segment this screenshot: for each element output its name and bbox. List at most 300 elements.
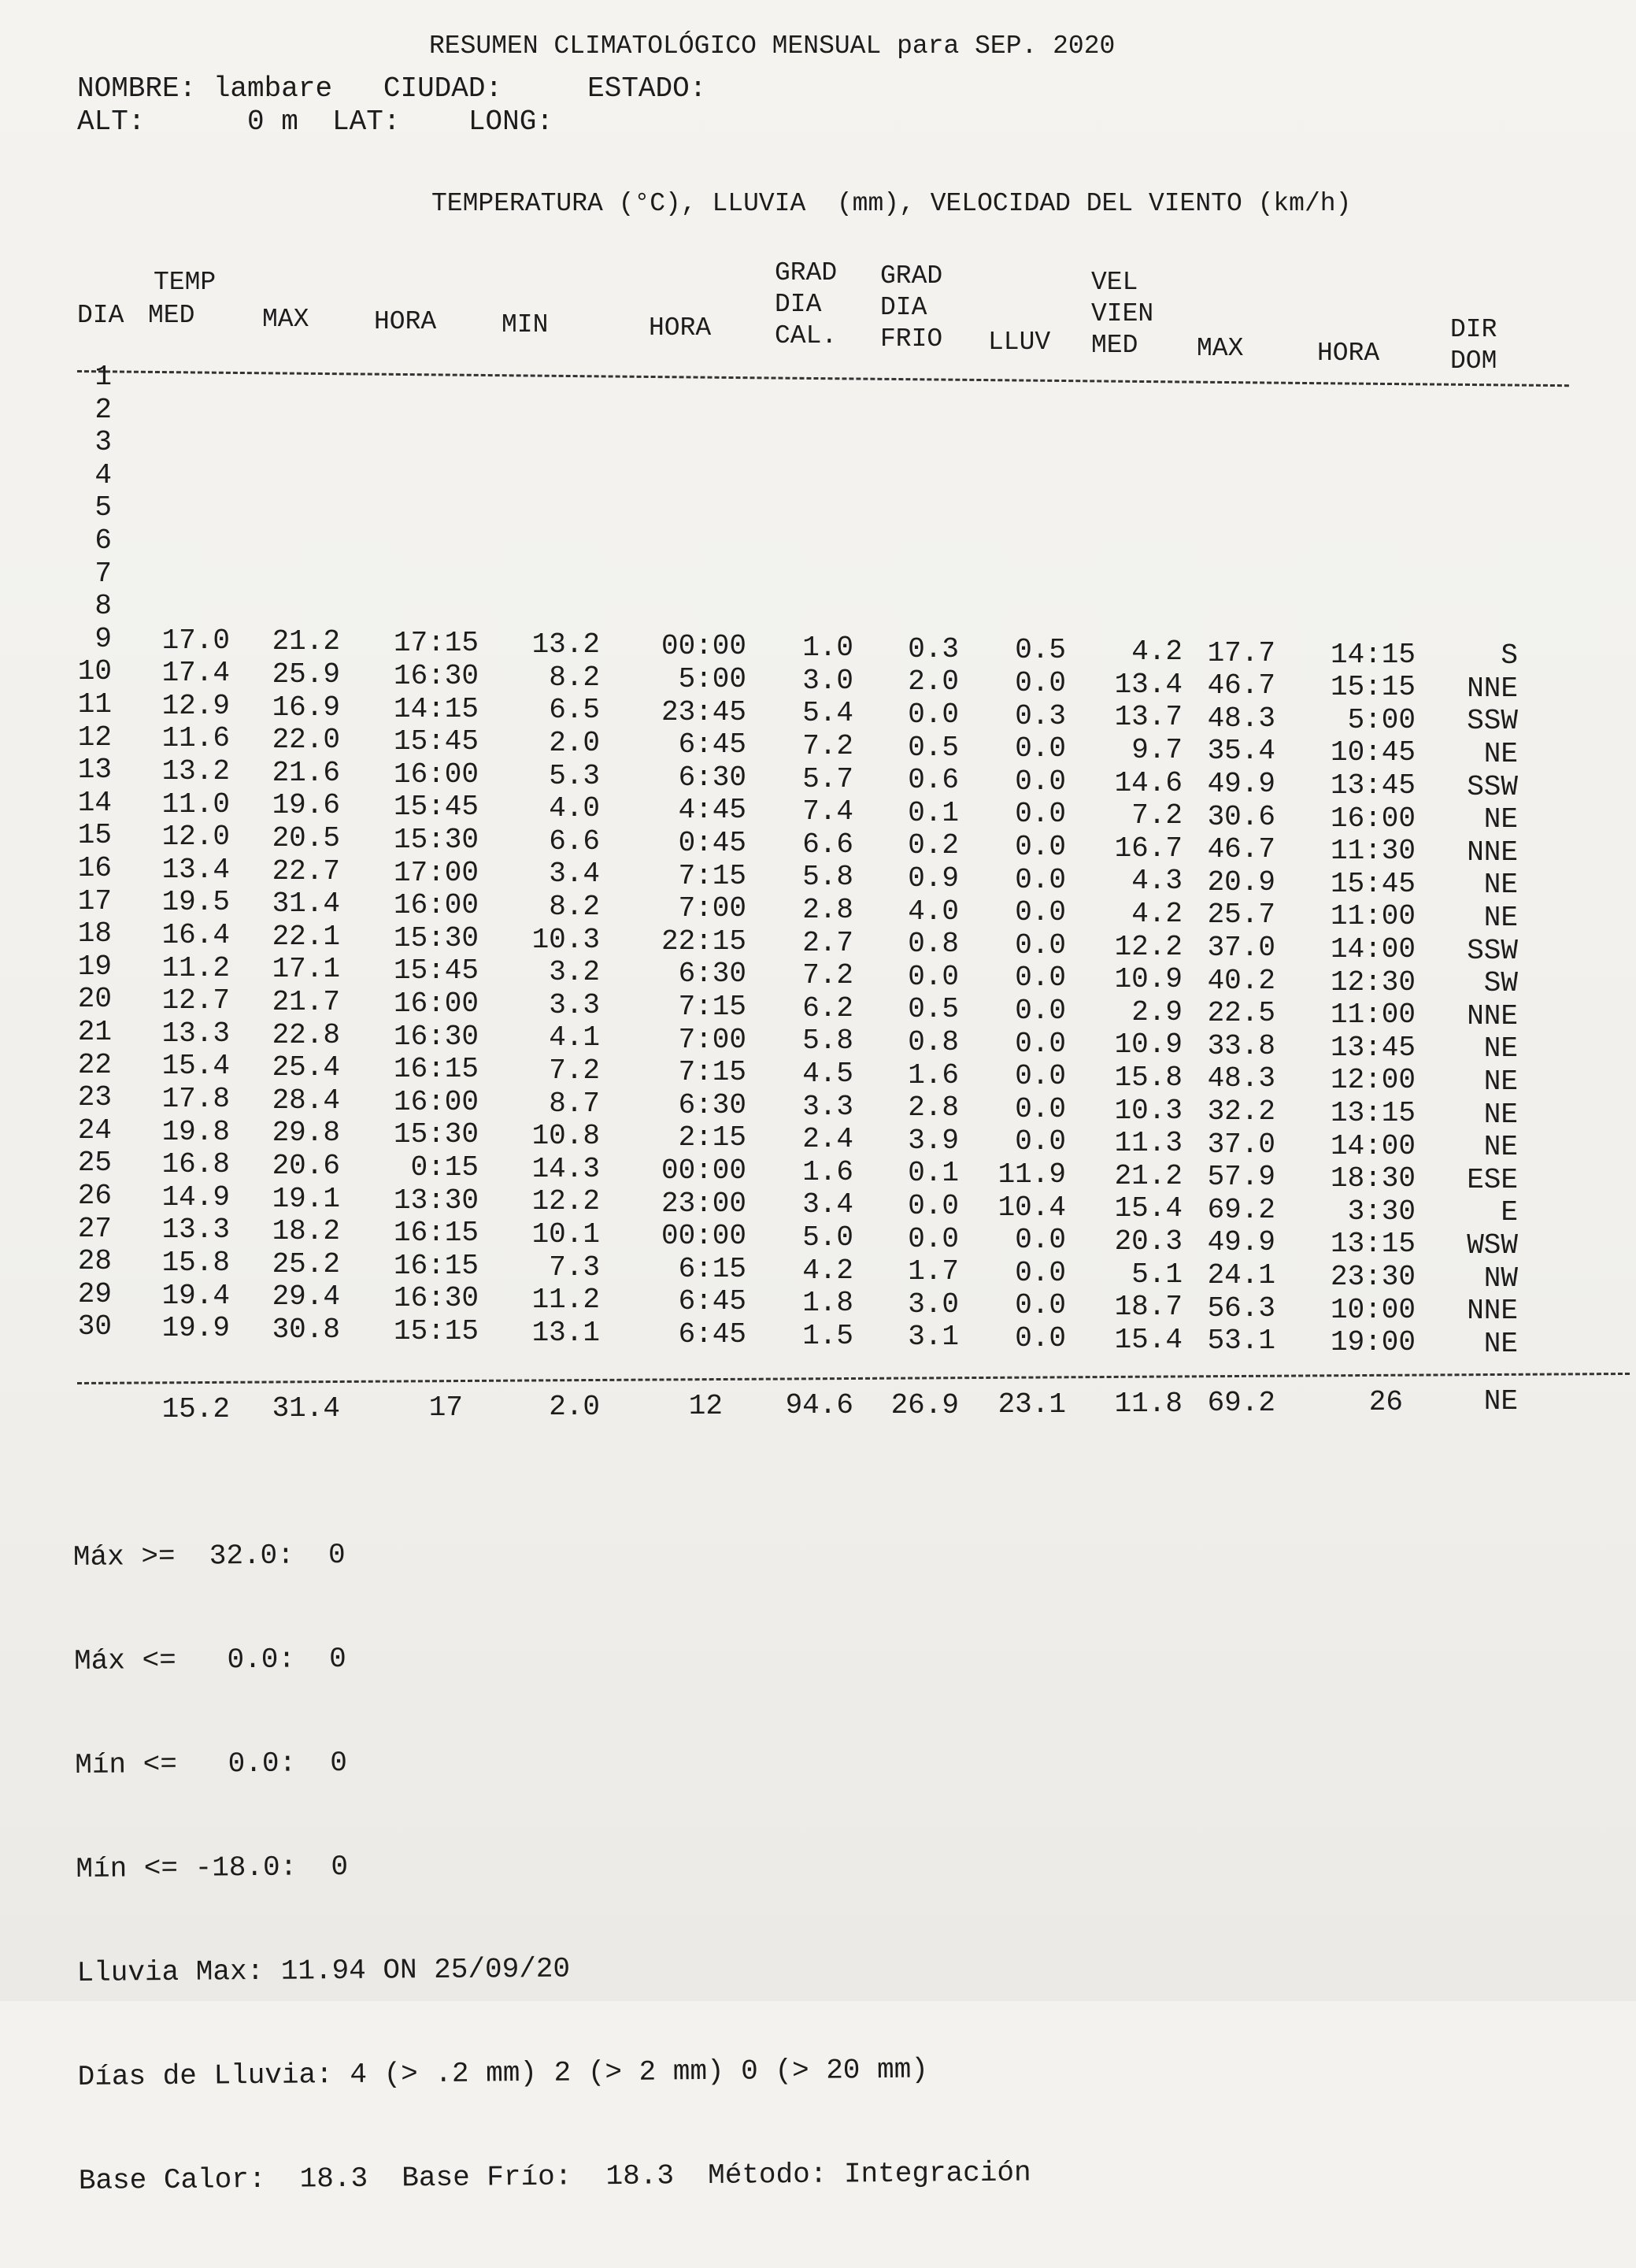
cell-med: 15.4: [161, 1050, 230, 1083]
cell-min: 7.3: [549, 1251, 600, 1284]
cell-vmed: 16.7: [1114, 832, 1183, 865]
cell-frio: 2.0: [908, 665, 959, 699]
cell-lluv: 0.0: [1015, 1027, 1066, 1060]
cell-hmin: 7:15: [678, 991, 746, 1024]
cell-dir: NE: [1483, 902, 1518, 935]
cell-dir: NNE: [1467, 1295, 1518, 1328]
cell-hmax: 16:15: [393, 1249, 479, 1282]
cell-hmax: 16:00: [393, 889, 479, 922]
cell-min: 8.2: [549, 661, 600, 694]
cell-vmax: 22.5: [1207, 997, 1275, 1030]
cell-dir: NNE: [1467, 836, 1518, 869]
cell-hv: 14:00: [1330, 933, 1416, 966]
cell-frio: 0.5: [908, 993, 959, 1026]
header-vel-3: MED: [1091, 331, 1138, 360]
cell-cal: 6.2: [802, 991, 853, 1025]
cell-cal: 5.4: [802, 697, 853, 730]
cell-max: 21.7: [272, 985, 340, 1018]
cell-vmax: 25.7: [1207, 899, 1275, 932]
cell-dir: SSW: [1467, 770, 1518, 803]
cell-dia: 4: [94, 458, 112, 491]
cell-lluv: 0.0: [1015, 896, 1066, 929]
cell-frio: 2.8: [908, 1091, 959, 1125]
cell-hmin: 23:00: [661, 1187, 746, 1220]
report-title: RESUMEN CLIMATOLÓGICO MENSUAL para SEP. 2020: [429, 32, 1116, 61]
cell-dia: 19: [77, 950, 112, 983]
cell-min: 6.5: [549, 694, 600, 727]
cell-vmed: 10.3: [1114, 1094, 1183, 1127]
cell-hmax: 17:15: [393, 627, 479, 660]
total-hmin: 12: [688, 1390, 723, 1423]
location-info-line: ALT: 0 m LAT: LONG:: [77, 106, 553, 138]
cell-hmax: 17:00: [393, 856, 479, 889]
header-hora-min: HORA: [649, 313, 712, 343]
cell-max: 31.4: [272, 888, 340, 921]
cell-dia: 5: [94, 491, 112, 524]
cell-vmed: 10.9: [1114, 963, 1183, 996]
stat-max-le-0: Máx <= 0.0: 0: [73, 1642, 346, 1677]
cell-lluv: 0.0: [1015, 732, 1066, 765]
cell-vmed: 4.3: [1131, 865, 1183, 898]
cell-dia: 22: [77, 1048, 112, 1081]
cell-hmin: 00:00: [661, 630, 746, 663]
cell-vmax: 35.4: [1207, 735, 1275, 768]
cell-hv: 23:30: [1330, 1261, 1416, 1294]
cell-hmax: 16:30: [393, 660, 479, 692]
total-med: 15.2: [161, 1393, 230, 1426]
cell-cal: 3.3: [802, 1090, 853, 1123]
cell-dia: 7: [94, 557, 112, 590]
cell-frio: 1.7: [908, 1255, 959, 1288]
cell-frio: 0.0: [908, 1222, 959, 1255]
cell-dir: E: [1501, 1196, 1518, 1229]
cell-med: 13.4: [161, 853, 230, 886]
cell-dia: 17: [77, 884, 112, 917]
cell-lluv: 0.0: [1015, 1289, 1066, 1322]
cell-med: 16.4: [161, 919, 230, 951]
cell-min: 3.2: [549, 956, 600, 989]
cell-lluv: 0.0: [1015, 666, 1066, 699]
cell-dia: 28: [77, 1245, 112, 1278]
header-med: MED: [148, 301, 195, 330]
stat-max-ge-32: Máx >= 32.0: 0: [72, 1538, 346, 1573]
cell-frio: 0.0: [908, 698, 959, 731]
report-subtitle: TEMPERATURA (°C), LLUVIA (mm), VELOCIDAD DEL VIENTO (km/h): [431, 189, 1352, 218]
cell-vmax: 40.2: [1207, 964, 1275, 997]
cell-dir: WSW: [1467, 1229, 1518, 1262]
cell-lluv: 0.0: [1015, 765, 1066, 798]
cell-dia: 2: [94, 393, 112, 426]
cell-min: 8.2: [549, 891, 600, 924]
cell-med: 15.8: [161, 1247, 230, 1279]
total-dir: NE: [1483, 1385, 1518, 1418]
cell-lluv: 0.0: [1015, 1321, 1066, 1354]
cell-max: 28.4: [272, 1084, 340, 1117]
cell-hv: 11:00: [1330, 900, 1416, 933]
cell-dia: 14: [77, 786, 112, 819]
cell-hmin: 00:00: [661, 1220, 746, 1253]
cell-hmin: 6:15: [678, 1252, 746, 1285]
table-row: [0, 590, 1636, 623]
cell-med: 11.6: [161, 722, 230, 755]
cell-max: 19.6: [272, 789, 340, 822]
cell-vmax: 69.2: [1207, 1193, 1275, 1226]
header-max: MAX: [262, 305, 309, 334]
cell-frio: 0.0: [908, 960, 959, 993]
cell-vmed: 5.1: [1131, 1258, 1183, 1291]
cell-vmed: 4.2: [1131, 636, 1183, 669]
cell-vmax: 49.9: [1207, 1226, 1275, 1259]
cell-vmed: 2.9: [1131, 995, 1183, 1028]
cell-min: 3.4: [549, 858, 600, 891]
cell-min: 4.1: [549, 1021, 600, 1054]
stat-dias-lluvia: Días de Lluvia: 4 (> .2 mm) 2 (> 2 mm) 0 (> 20 mm): [77, 2053, 929, 2093]
table-row: [0, 459, 1636, 492]
cell-vmax: 30.6: [1207, 800, 1275, 833]
cell-vmed: 10.9: [1114, 1028, 1183, 1062]
cell-vmax: 57.9: [1207, 1161, 1275, 1194]
table-row: [0, 491, 1636, 524]
cell-hv: 13:45: [1330, 769, 1416, 802]
cell-dia: 12: [77, 721, 112, 754]
cell-frio: 0.1: [908, 796, 959, 829]
cell-max: 21.2: [272, 625, 340, 658]
totals-divider: [77, 1373, 1630, 1384]
table-row: [0, 1147, 1636, 1196]
cell-hmin: 7:00: [678, 1023, 746, 1056]
header-grad-frio-2: DIA: [880, 293, 927, 322]
cell-hmax: 16:30: [393, 1020, 479, 1053]
cell-lluv: 0.0: [1015, 994, 1066, 1027]
cell-med: 11.0: [161, 788, 230, 821]
cell-lluv: 10.4: [998, 1191, 1066, 1224]
total-vmax: 69.2: [1207, 1387, 1275, 1420]
cell-hmin: 23:45: [661, 695, 746, 728]
cell-vmax: 32.2: [1207, 1095, 1275, 1128]
cell-frio: 0.6: [908, 764, 959, 797]
cell-min: 5.3: [549, 759, 600, 792]
cell-cal: 1.0: [802, 632, 853, 665]
header-dia: DIA: [77, 301, 124, 330]
cell-hmin: 6:45: [678, 1285, 746, 1318]
cell-cal: 6.6: [802, 828, 853, 861]
header-min: MIN: [502, 310, 549, 339]
cell-hmin: 4:45: [678, 794, 746, 827]
cell-vmed: 12.2: [1114, 930, 1183, 963]
cell-frio: 3.9: [908, 1124, 959, 1157]
cell-dia: 10: [77, 655, 112, 688]
cell-dir: NW: [1483, 1262, 1518, 1295]
cell-med: 19.9: [161, 1312, 230, 1345]
cell-vmax: 56.3: [1207, 1292, 1275, 1325]
cell-vmed: 20.3: [1114, 1225, 1183, 1258]
cell-frio: 1.6: [908, 1058, 959, 1091]
total-vmed: 11.8: [1114, 1387, 1183, 1420]
cell-hv: 13:45: [1330, 1031, 1416, 1064]
cell-med: 17.4: [161, 657, 230, 690]
cell-cal: 1.8: [802, 1287, 853, 1320]
cell-hmax: 15:45: [393, 791, 479, 824]
cell-dir: SSW: [1467, 934, 1518, 967]
cell-dir: NE: [1483, 738, 1518, 771]
cell-hmax: 15:30: [393, 824, 479, 856]
cell-max: 22.7: [272, 854, 340, 888]
cell-cal: 7.2: [802, 729, 853, 762]
header-hora-wind: HORA: [1317, 339, 1380, 368]
cell-vmax: 48.3: [1207, 702, 1275, 735]
total-max: 31.4: [272, 1392, 340, 1425]
cell-cal: 5.7: [802, 762, 853, 795]
stat-min-le-neg18: Mín <= -18.0: 0: [76, 1850, 349, 1885]
cell-hmax: 15:45: [393, 954, 479, 988]
cell-frio: 0.9: [908, 862, 959, 895]
cell-max: 20.6: [272, 1149, 340, 1182]
cell-dir: NE: [1483, 1032, 1518, 1065]
cell-dir: S: [1501, 639, 1518, 673]
cell-hmin: 7:15: [678, 859, 746, 892]
total-cal: 94.6: [785, 1389, 853, 1422]
cell-dir: SW: [1483, 967, 1518, 1000]
cell-hmin: 2:15: [678, 1121, 746, 1154]
cell-dia: 23: [77, 1081, 112, 1114]
cell-hmax: 16:15: [393, 1053, 479, 1086]
cell-hv: 18:30: [1330, 1162, 1416, 1195]
cell-hmin: 5:00: [678, 663, 746, 696]
table-row: [0, 983, 1636, 1032]
cell-med: 12.7: [161, 984, 230, 1017]
cell-vmed: 15.8: [1114, 1061, 1183, 1094]
cell-vmax: 46.7: [1207, 669, 1275, 702]
cell-hmax: 16:00: [393, 988, 479, 1020]
cell-med: 17.0: [161, 624, 230, 657]
cell-hmin: 6:30: [678, 1088, 746, 1121]
cell-lluv: 0.0: [1015, 863, 1066, 896]
header-grad-frio-1: GRAD: [880, 261, 943, 291]
cell-min: 14.3: [531, 1152, 600, 1185]
cell-dir: NNE: [1467, 999, 1518, 1032]
header-max-wind: MAX: [1197, 334, 1244, 363]
cell-max: 25.4: [272, 1051, 340, 1084]
cell-cal: 1.6: [802, 1155, 853, 1188]
cell-max: 29.4: [272, 1280, 340, 1314]
cell-med: 19.8: [161, 1115, 230, 1148]
cell-lluv: 0.0: [1015, 1060, 1066, 1093]
cell-dia: 20: [77, 983, 112, 1016]
cell-dia: 29: [77, 1277, 112, 1310]
cell-max: 17.1: [272, 953, 340, 986]
total-lluv: 23.1: [998, 1388, 1066, 1421]
cell-dia: 18: [77, 917, 112, 951]
cell-dia: 13: [77, 754, 112, 787]
table-row: [0, 558, 1636, 591]
header-grad-cal-1: GRAD: [775, 258, 838, 287]
table-row: [0, 361, 1636, 394]
cell-med: 13.3: [161, 1017, 230, 1050]
cell-cal: 2.7: [802, 926, 853, 959]
cell-cal: 7.4: [802, 795, 853, 828]
cell-cal: 3.0: [802, 664, 853, 697]
cell-cal: 1.5: [802, 1319, 853, 1352]
station-info-line: NOMBRE: lambare CIUDAD: ESTADO:: [77, 72, 707, 105]
cell-hv: 19:00: [1330, 1326, 1416, 1359]
cell-med: 14.9: [161, 1180, 230, 1214]
cell-hmax: 16:00: [393, 758, 479, 791]
cell-hv: 12:30: [1330, 965, 1416, 999]
cell-hv: 14:00: [1330, 1129, 1416, 1162]
header-vel-2: VIEN: [1091, 299, 1154, 328]
cell-med: 13.3: [161, 1214, 230, 1247]
cell-vmax: 46.7: [1207, 833, 1275, 866]
cell-min: 10.1: [531, 1218, 600, 1251]
cell-min: 11.2: [531, 1284, 600, 1317]
cell-dir: NNE: [1467, 672, 1518, 705]
cell-dia: 26: [77, 1180, 112, 1213]
table-row: [0, 1016, 1636, 1065]
cell-dir: NE: [1483, 1098, 1518, 1131]
header-grad-cal-3: CAL.: [775, 321, 838, 350]
stat-min-le-0: Mín <= 0.0: 0: [75, 1746, 348, 1781]
cell-dir: NE: [1483, 1327, 1518, 1360]
cell-dia: 24: [77, 1114, 112, 1147]
cell-dir: NE: [1483, 1131, 1518, 1164]
cell-frio: 0.8: [908, 1025, 959, 1058]
cell-hv: 11:30: [1330, 835, 1416, 868]
cell-min: 2.0: [549, 727, 600, 760]
cell-vmax: 48.3: [1207, 1062, 1275, 1095]
header-hora-max: HORA: [374, 307, 437, 336]
cell-med: 12.9: [161, 689, 230, 722]
cell-max: 22.0: [272, 724, 340, 757]
cell-dia: 21: [77, 1016, 112, 1049]
cell-min: 10.8: [531, 1120, 600, 1153]
cell-lluv: 0.0: [1015, 1256, 1066, 1289]
cell-frio: 0.5: [908, 731, 959, 764]
table-row: [0, 1310, 1636, 1360]
table-row: [0, 524, 1636, 558]
cell-dia: 1: [94, 361, 112, 394]
cell-cal: 2.4: [802, 1123, 853, 1156]
cell-min: 4.0: [549, 792, 600, 825]
cell-hv: 11:00: [1330, 999, 1416, 1032]
cell-max: 29.8: [272, 1117, 340, 1150]
cell-hmax: 16:15: [393, 1217, 479, 1250]
cell-vmed: 14.6: [1114, 766, 1183, 799]
cell-cal: 5.0: [802, 1221, 853, 1254]
total-hmax: 17: [428, 1392, 463, 1425]
cell-min: 10.3: [531, 923, 600, 956]
table-row: [0, 852, 1636, 902]
cell-lluv: 0.0: [1015, 830, 1066, 863]
cell-hmin: 7:00: [678, 892, 746, 925]
cell-med: 13.2: [161, 755, 230, 788]
cell-med: 11.2: [161, 951, 230, 984]
cell-lluv: 0.0: [1015, 962, 1066, 995]
cell-cal: 4.5: [802, 1057, 853, 1090]
cell-vmed: 21.2: [1114, 1159, 1183, 1192]
cell-vmax: 37.0: [1207, 931, 1275, 964]
cell-hv: 13:15: [1330, 1097, 1416, 1130]
cell-hv: 10:00: [1330, 1293, 1416, 1326]
cell-hv: 12:00: [1330, 1064, 1416, 1097]
cell-vmax: 37.0: [1207, 1128, 1275, 1161]
cell-max: 18.2: [272, 1215, 340, 1248]
cell-max: 21.6: [272, 756, 340, 789]
cell-dia: 15: [77, 819, 112, 852]
cell-hmax: 14:15: [393, 692, 479, 725]
cell-min: 3.3: [549, 988, 600, 1021]
cell-dia: 27: [77, 1212, 112, 1245]
cell-hv: 14:15: [1330, 638, 1416, 671]
cell-hmax: 15:15: [393, 1315, 479, 1347]
cell-max: 25.9: [272, 658, 340, 691]
cell-dia: 16: [77, 852, 112, 885]
table-row: [0, 754, 1636, 803]
cell-frio: 0.8: [908, 928, 959, 961]
cell-vmax: 24.1: [1207, 1258, 1275, 1292]
cell-frio: 3.1: [908, 1321, 959, 1354]
cell-lluv: 0.5: [1015, 634, 1066, 667]
cell-max: 30.8: [272, 1313, 340, 1346]
stat-lluvia-max: Lluvia Max: 11.94 ON 25/09/20: [76, 1952, 571, 1989]
cell-hmin: 0:45: [678, 827, 746, 860]
cell-max: 19.1: [272, 1182, 340, 1215]
cell-hv: 5:00: [1347, 703, 1416, 736]
cell-dia: 11: [77, 688, 112, 721]
cell-med: 19.5: [161, 886, 230, 919]
cell-vmed: 9.7: [1131, 733, 1183, 766]
cell-lluv: 0.0: [1015, 1224, 1066, 1257]
cell-min: 13.2: [531, 628, 600, 662]
cell-hv: 15:15: [1330, 671, 1416, 704]
cell-frio: 4.0: [908, 895, 959, 928]
cell-med: 17.8: [161, 1083, 230, 1115]
cell-vmax: 20.9: [1207, 865, 1275, 899]
cell-hmax: 15:30: [393, 1118, 479, 1151]
cell-vmed: 18.7: [1114, 1291, 1183, 1324]
cell-vmed: 11.3: [1114, 1127, 1183, 1160]
cell-cal: 5.8: [802, 861, 853, 894]
cell-frio: 0.3: [908, 632, 959, 665]
table-row: [0, 426, 1636, 459]
cell-vmax: 33.8: [1207, 1029, 1275, 1062]
cell-hv: 15:45: [1330, 867, 1416, 900]
cell-dir: NE: [1483, 1065, 1518, 1099]
cell-dia: 25: [77, 1147, 112, 1180]
cell-vmax: 53.1: [1207, 1325, 1275, 1358]
cell-hmin: 00:00: [661, 1154, 746, 1188]
cell-min: 7.2: [549, 1054, 600, 1088]
total-frio: 26.9: [890, 1388, 959, 1421]
cell-hmax: 13:30: [393, 1184, 479, 1217]
cell-dia: 3: [94, 426, 112, 459]
cell-med: 19.4: [161, 1279, 230, 1312]
cell-lluv: 11.9: [998, 1158, 1066, 1191]
totals-values: [0, 1385, 1636, 1427]
cell-frio: 0.1: [908, 1157, 959, 1190]
cell-cal: 7.2: [802, 959, 853, 992]
total-hv: 26: [1368, 1386, 1403, 1419]
header-temp: TEMP: [154, 268, 217, 297]
cell-min: 13.1: [531, 1316, 600, 1349]
cell-hmin: 6:30: [678, 958, 746, 991]
cell-cal: 3.4: [802, 1188, 853, 1221]
cell-vmax: 17.7: [1207, 636, 1275, 669]
cell-hv: 16:00: [1330, 802, 1416, 835]
cell-vmax: 49.9: [1207, 767, 1275, 800]
cell-max: 20.5: [272, 821, 340, 854]
cell-vmed: 15.4: [1114, 1192, 1183, 1225]
cell-med: 12.0: [161, 821, 230, 854]
